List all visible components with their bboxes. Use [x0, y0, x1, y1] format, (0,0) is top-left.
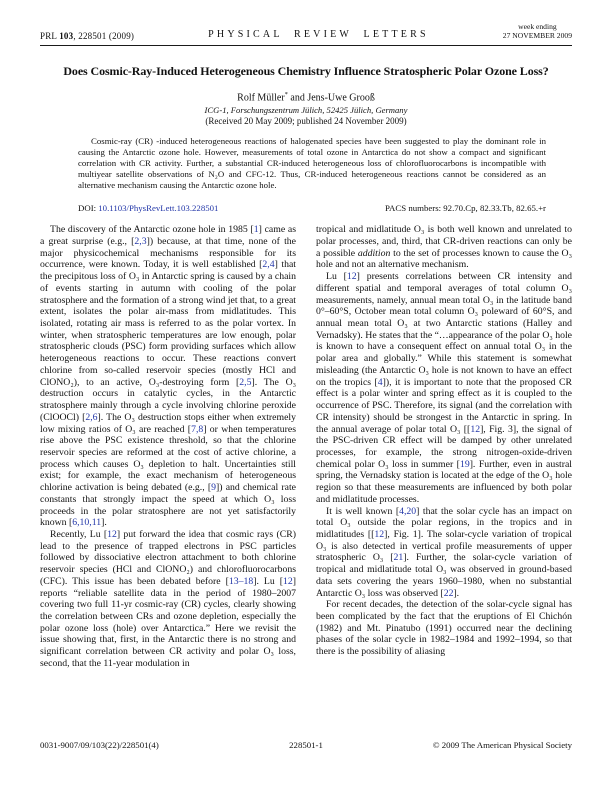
- paper-title: Does Cosmic-Ray-Induced Heterogeneous Chemistry Influence Stratospheric Polar Ozone Loss?: [63, 63, 549, 78]
- author-rest: and Jens-Uwe Grooß: [287, 92, 375, 104]
- journal-header: [40, 0, 572, 41]
- citation-link[interactable]: 7,8: [191, 423, 204, 435]
- citation-link[interactable]: 2,5: [239, 376, 252, 388]
- author-line: [40, 91, 572, 103]
- citation-link[interactable]: 12: [470, 423, 481, 435]
- body-paragraph: tropical and midlatitude O₃ is both well known and unrelated to polar processes, and, third, that CR-driven reactions can only be a possible addition to the set of processes known to cause the O₃ hole and not an alternative mechanism.: [316, 224, 572, 271]
- citation-link[interactable]: 9: [211, 482, 216, 494]
- doi-pacs-line: [78, 203, 546, 213]
- body-paragraph: The discovery of the Antarctic ozone hole in 1985 [1] came as a great surprise (e.g., [2,3]) because, at that time, none of the major physicochemical mechanisms responsible for its occurrence, were known. Today, it is well established [2,4] that the precipitous loss of O₃ in Antarctic spring is caused by a chain of events starting in autumn with cooling of the polar stratosphere and the formation of a strong wind jet that, to a great extent, isolates the polar air-mass from midlatitudes. This isolated, rotating air mass is referred to as the polar vortex. In winter, when stratospheric temperatures are low enough, polar stratospheric clouds (PSC) form providing surfaces which allow heterogeneous reactions to occur. These reactions convert chlorine from so-called reservoir species (mostly HCl and ClONO₂), to an active, O₃-destroying form [2,5]. The O₃ destruction occurs in catalytic cycles, in the Antarctic stratosphere mainly through a cycle involving chlorine peroxide (ClOOCl) [2,6]. The O₃ destruction stops either when extremely low mixing ratios of O₃ are reached [7,8] or when temperatures rise above the PSC existence threshold, so that the chlorine reservoir species are reformed at the cost of active chlorine, a process which causes O₃ depletion to halt. Uncertainties still exist; for example, the exact mechanism of heterogeneous chlorine activation is being debated (e.g., [9]) and chemical rate constants that strongly impact the speed at which O₃ loss proceeds in the polar stratosphere are not yet satisfactorily known [6,10,11].: [40, 224, 297, 529]
- body-paragraph: It is well known [4,20] that the solar cycle has an impact on total O₃ outside the polar regions, in the tropics and in midlatitudes [[12], Fig. 1]. The solar-cycle variation of tropical O₃ is also detected in vertical profile measurements of upper stratospheric O₃ [21]. Further, the solar-cycle variation of tropical and midlatitude total O₃ was observed in ground-based data sets covering the years 1960–1980, when no substantial Antarctic O₃ loss was observed [22].: [316, 505, 572, 599]
- citation-link[interactable]: 12: [107, 528, 117, 540]
- doi-link[interactable]: 10.1103/PhysRevLett.103.228501: [98, 203, 219, 214]
- left-column: [40, 224, 296, 669]
- header-rule: [40, 45, 572, 46]
- citation-link[interactable]: 4: [377, 376, 383, 388]
- abstract: [78, 136, 546, 191]
- citation-link[interactable]: 2,6: [85, 411, 98, 423]
- issn-code: 0031-9007/09/103(22)/228501(4): [40, 740, 159, 750]
- author-first: Rolf Müller: [237, 92, 285, 104]
- journal-reference: PRL 103, 228501 (2009): [40, 30, 135, 41]
- volume-number: 103: [59, 30, 74, 41]
- pacs-numbers: PACS numbers: 92.70.Cp, 82.33.Tb, 82.65.+r: [384, 203, 546, 214]
- citation-link[interactable]: 12: [374, 528, 385, 540]
- body-paragraph: Lu [12] presents correlations between CR intensity and different spatial and temporal averages of total column O₃ measurements, namely, annual mean total O₃ in the latitude band 0°–60°S, October mean total column O₃ poleward of 60°S, and annual mean total O₃ at two Antarctic stations (Halley and Vernadsky). He states that the “…appearance of the polar O₃ hole is known to have a consequent effect on annual total O₃ in the polar area and globally.” While this statement is somewhat misleading (the Antarctic O₃ hole is not known to have an effect on the tropics [4]), it is important to note that the proposed CR effect is a polar winter and spring effect as it is coupled to the occurrence of PSC. Therefore, its signal (and the correlation with CR intensity) should be strongest in the Antarctic in spring. In the annual average of polar total O₃ [[12], Fig. 3], the signal of the PSC-driven CR effect will be damped by other unrelated processes, for example, the strong nitrogen-oxide-driven chemical polar O₃ loss in summer [19]. Further, even in austral spring, the Vernadsky station is located at the edge of the O₃ hole region so that these measurements are influenced by both polar and midlatitude processes.: [316, 271, 572, 505]
- citation-link[interactable]: 6,10,11: [72, 517, 102, 529]
- page-footer: [40, 740, 572, 750]
- citation-link[interactable]: 12: [346, 271, 357, 283]
- week-ending-label: week ending: [518, 22, 557, 31]
- copyright: © 2009 The American Physical Society: [432, 740, 572, 750]
- body-paragraph: For recent decades, the detection of the solar-cycle signal has been complicated by the fact that the eruptions of El Chichón (1982) and Mt. Pinatubo (1991) occurred near the declining phases of the solar cycle in 1982–1984 and 1992–1994, so that there is the possibility of aliasing: [316, 599, 572, 658]
- received-line: (Received 20 May 2009; published 24 November 2009): [205, 116, 407, 127]
- right-column: [316, 224, 572, 669]
- doi: [78, 203, 218, 213]
- citation-link[interactable]: 19: [459, 458, 470, 470]
- issue-date: 27 NOVEMBER 2009: [502, 31, 572, 41]
- body-paragraph: Recently, Lu [12] put forward the idea that cosmic rays (CR) lead to the presence of trapped electrons in PSC particles followed by dissociative electron attachment to both chlorine reservoir species (HCl and ClONO₂) and chlorofluorocarbons (CFC). This issue has been debated before [13–18]. Lu [12] reports “reliable satellite data in the period of 1980–2007 covering two full 11-yr cosmic-ray (CR) cycles, clearly showing the correlation between CRs and ozone depletion, especially the polar ozone loss (hole) over Antarctica.” Here we revisit the issue showing that, first, in the Antarctic there is no strong and significant correlation between CR activity and polar O₃ loss, second, that the 11-year modulation in: [40, 528, 296, 669]
- week-ending: [503, 22, 572, 41]
- citation-link[interactable]: 2,3: [134, 236, 147, 248]
- citation-link[interactable]: 12: [283, 575, 293, 587]
- journal-name: PHYSICAL REVIEW LETTERS: [208, 28, 429, 40]
- citation-link[interactable]: 22: [443, 587, 454, 599]
- footnote-marker[interactable]: *: [284, 90, 288, 98]
- citation-link[interactable]: 21: [393, 552, 404, 564]
- citation-link[interactable]: 1: [253, 224, 259, 236]
- body-columns: [40, 224, 572, 669]
- citation-link[interactable]: 2,4: [262, 259, 275, 271]
- doi-label: DOI:: [78, 203, 99, 214]
- citation-link[interactable]: 13–18: [228, 575, 254, 587]
- affiliation: ICG-1, Forschungszentrum Jülich, 52425 Jülich, Germany: [204, 105, 408, 116]
- page-number: 228501-1: [289, 740, 323, 750]
- citation-link[interactable]: 4,20: [399, 505, 417, 517]
- abstract-text: Cosmic-ray (CR) -induced heterogeneous reactions of halogenated species have been suggested to play the dominant role in causing the Antarctic ozone hole. However, measurements of total ozone in Antarctica do not show a compact and significant correlation with CR activity. Further, a substantial CR-induced heterogeneous loss of chlorofluorocarbons is incompatible with multiyear satellite observations of N₂O and CFC-12. Thus, CR-induced heterogeneous reactions cannot be considered as an alternative mechanism causing the Antarctic ozone hole.: [78, 136, 546, 191]
